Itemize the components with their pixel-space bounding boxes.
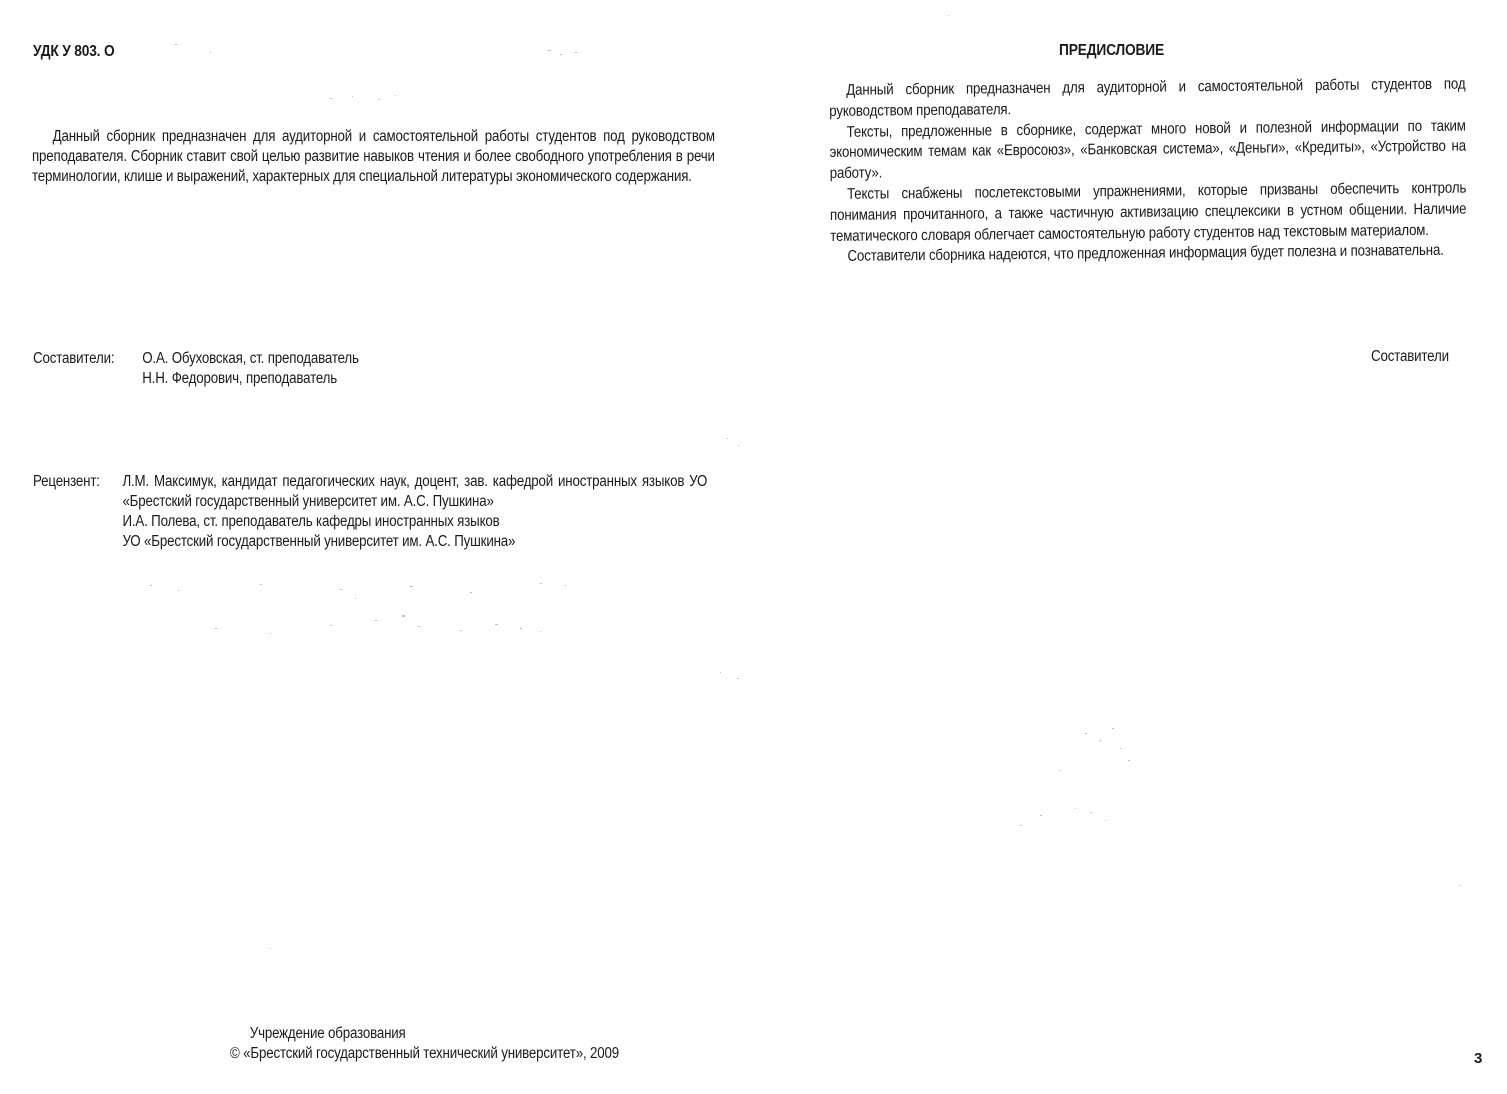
preface-signature: Составители [1371, 348, 1449, 365]
copyright-line: © «Брестский государственный технический университет», 2009 [230, 1045, 619, 1062]
reviewer-label: Рецензент: [33, 473, 100, 490]
preface-body [829, 75, 1467, 269]
compiler-name: Н.Н. Федорович, преподаватель [142, 370, 338, 387]
preface-paragraph: Тексты, предложенные в сборнике, содержат много новой и полезной информации по таким экономическим темам как «Евросоюз», «Банковская система», «Деньги», «Кредиты», «Устройство на работу». [829, 117, 1466, 183]
udk-code: УДК У 803. О [33, 43, 115, 60]
institution-line: Учреждение образования [249, 1025, 406, 1042]
copyright-block [230, 1024, 712, 1064]
preface-title: ПРЕДИСЛОВИЕ [1059, 42, 1165, 59]
preface-paragraph: Тексты снабжены послетекстовыми упражнениями, которые призваны обеспечить контроль понимания прочитанного, а также частичную активизацию спецлексики в устном общении. Наличие тематического словаря облегчает самостоятельную работу студентов над текстовым материалом. [829, 179, 1467, 245]
reviewer-entry: Л.М. Максимук, кандидат педагогических наук, доцент, зав. кафедрой иностранных языков УО «Брестский государственный университет им. А.С. Пушкина» [122, 473, 708, 510]
reviewer-block [33, 472, 707, 552]
preface-paragraph: Данный сборник предназначен для аудиторной и самостоятельной работы студентов под руководством преподавателя. [829, 75, 1466, 120]
left-page [0, 0, 753, 1094]
preface-paragraph: Составители сборника надеются, что предложенная информация будет полезна и познавательна. [847, 242, 1444, 266]
reviewer-affiliation: УО «Брестский государственный университет им. А.С. Пушкина» [122, 533, 516, 550]
compilers-label: Составители: [33, 350, 115, 367]
compilers-block [33, 349, 497, 389]
compiler-name: О.А. Обуховская, ст. преподаватель [142, 350, 359, 367]
page-number: 3 [1474, 1050, 1483, 1067]
annotation-paragraph: Данный сборник предназначен для аудиторной и самостоятельной работы студентов под руководством преподавателя. Сборник ставит свой целью развитие навыков чтения и более свободного употребления в речи терминологии, клише и выражений, характерных для специальной литературы экономического содержания. [32, 128, 715, 185]
reviewer-entry: И.А. Полева, ст. преподаватель кафедры иностранных языков [122, 513, 500, 530]
